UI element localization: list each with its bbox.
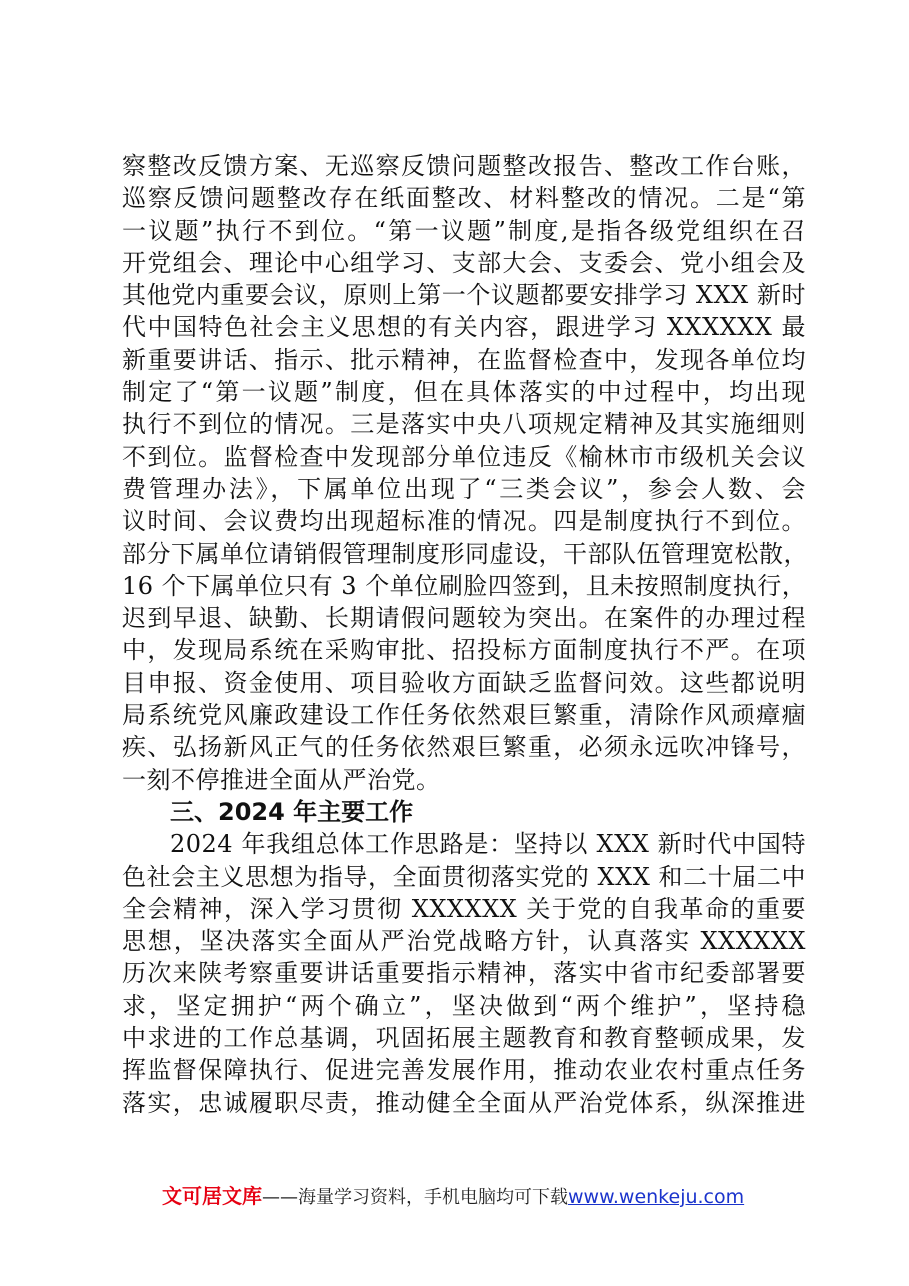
body-line: 巡察反馈问题整改存在纸面整改、材料整改的情况。二是“第: [122, 184, 806, 213]
body-line: 目申报、资金使用、项目验收方面缺乏监督问效。这些都说明: [122, 668, 806, 697]
body-line: 历次来陕考察重要讲话重要指示精神，落实中省市纪委部署要: [122, 959, 806, 988]
body-line: 落实，忠诚履职尽责，推动健全全面从严治党体系，纵深推进: [122, 1088, 806, 1117]
body-line: 新重要讲话、指示、批示精神，在监督检查中，发现各单位均: [122, 345, 806, 374]
body-line: 挥监督保障执行、促进完善发展作用，推动农业农村重点任务: [122, 1056, 806, 1085]
body-line: 代中国特色社会主义思想的有关内容，跟进学习 XXXXXX 最: [122, 313, 806, 342]
body-line: 16 个下属单位只有 3 个单位刷脸四签到，且未按照制度执行，: [122, 571, 807, 600]
body-line: 局系统党风廉政建设工作任务依然艰巨繁重，清除作风顽瘴痼: [122, 701, 806, 730]
footer-brand: 文可居文库: [162, 1184, 262, 1208]
section-heading: 三、2024 年主要工作: [170, 797, 414, 826]
body-line: 2024 年我组总体工作思路是：坚持以 XXX 新时代中国特: [170, 830, 806, 859]
body-line: 察整改反馈方案、无巡察反馈问题整改报告、整改工作台账，: [122, 152, 806, 180]
body-line: 不到位。监督检查中发现部分单位违反《榆林市市级机关会议: [122, 442, 806, 471]
footer-tagline: ——海量学习资料，手机电脑均可下载: [262, 1187, 568, 1208]
body-line: 一议题”执行不到位。“第一议题”制度,是指各级党组织在召: [122, 216, 806, 245]
body-line: 一刻不停推进全面从严治党。: [122, 765, 441, 794]
document-body: [122, 150, 806, 1119]
body-line: 开党组会、理论中心组学习、支部大会、支委会、党小组会及: [122, 248, 806, 277]
body-line: 色社会主义思想为指导，全面贯彻落实党的 XXX 和二十届二中: [122, 862, 806, 891]
body-line: 费管理办法》，下属单位出现了“三类会议”，参会人数、会: [122, 474, 806, 503]
body-line: 制定了“第一议题”制度，但在具体落实的中过程中，均出现: [122, 378, 806, 407]
body-line: 其他党内重要会议，原则上第一个议题都要安排学习 XXX 新时: [122, 281, 806, 310]
body-line: 中求进的工作总基调，巩固拓展主题教育和教育整顿成果，发: [122, 1024, 806, 1053]
body-line: 执行不到位的情况。三是落实中央八项规定精神及其实施细则: [122, 410, 806, 439]
body-line: 部分下属单位请销假管理制度形同虚设，干部队伍管理宽松散，: [122, 539, 808, 568]
body-line: 迟到早退、缺勤、长期请假问题较为突出。在案件的办理过程: [122, 604, 806, 633]
body-line: 议时间、会议费均出现超标准的情况。四是制度执行不到位。: [122, 507, 806, 536]
body-line: 全会精神，深入学习贯彻 XXXXXX 关于党的自我革命的重要: [122, 894, 806, 923]
body-line: 中，发现局系统在采购审批、招投标方面制度执行不严。在项: [122, 636, 806, 665]
body-line: 疾、弘扬新风正气的任务依然艰巨繁重，必须永远吹冲锋号，: [122, 733, 806, 762]
footer-banner: [162, 1181, 744, 1211]
body-line: 求，坚定拥护“两个确立”，坚决做到“两个维护”，坚持稳: [122, 991, 806, 1020]
body-line: 思想，坚决落实全面从严治党战略方针，认真落实 XXXXXX: [122, 927, 806, 956]
footer-url-link[interactable]: www.wenkeju.com: [568, 1186, 745, 1208]
